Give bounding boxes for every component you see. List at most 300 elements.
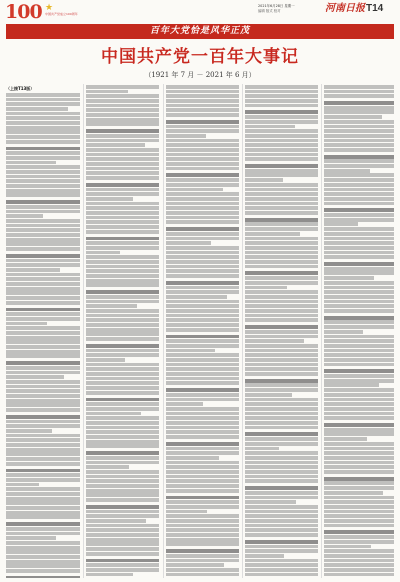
text-line xyxy=(324,437,367,441)
text-line xyxy=(324,169,370,173)
page-number: T14 xyxy=(366,3,384,14)
text-line xyxy=(86,192,159,196)
text-line xyxy=(245,143,318,147)
text-line xyxy=(86,171,159,175)
text-line xyxy=(6,98,80,102)
text-line xyxy=(324,545,371,549)
text-line xyxy=(166,447,239,451)
text-line xyxy=(86,143,145,147)
text-line xyxy=(324,535,394,539)
text-line xyxy=(6,228,80,232)
text-line xyxy=(166,514,239,518)
text-line xyxy=(86,337,159,341)
text-line xyxy=(6,254,80,258)
text-line xyxy=(324,349,394,353)
text-line xyxy=(245,125,295,129)
editor-line: 编辑 版式 校对 xyxy=(258,9,281,13)
text-line xyxy=(86,430,159,434)
text-line xyxy=(245,99,318,103)
text-line xyxy=(86,309,159,313)
article-body xyxy=(6,84,394,578)
text-line xyxy=(6,193,80,197)
text-line xyxy=(6,434,80,438)
text-line xyxy=(324,465,394,469)
text-line xyxy=(245,153,318,157)
text-line xyxy=(166,353,239,357)
text-line xyxy=(166,286,239,290)
text-line xyxy=(245,192,318,196)
text-line xyxy=(166,538,239,542)
text-column xyxy=(166,84,239,578)
text-line xyxy=(86,412,141,416)
text-line xyxy=(6,420,80,424)
text-line xyxy=(245,178,283,182)
text-line xyxy=(166,426,239,430)
text-line xyxy=(324,115,382,119)
text-line xyxy=(324,524,394,528)
text-line xyxy=(6,326,80,330)
text-line xyxy=(245,335,318,339)
text-line xyxy=(324,85,394,89)
text-line xyxy=(324,379,394,383)
text-line xyxy=(324,120,394,124)
text-line xyxy=(324,554,394,558)
text-line xyxy=(166,220,239,224)
text-line xyxy=(86,372,159,376)
text-line xyxy=(324,90,394,94)
text-line xyxy=(86,407,159,411)
masthead xyxy=(0,0,400,24)
text-line xyxy=(86,304,137,308)
text-line xyxy=(324,304,394,308)
text-line xyxy=(86,426,159,430)
text-line xyxy=(245,437,318,441)
text-line xyxy=(324,262,394,266)
text-line xyxy=(324,192,394,196)
text-line xyxy=(245,318,318,322)
text-line xyxy=(86,510,159,514)
text-line xyxy=(86,524,159,528)
text-column xyxy=(6,84,80,578)
text-line xyxy=(324,447,394,451)
text-line xyxy=(245,407,318,411)
text-line xyxy=(166,90,239,94)
text-line xyxy=(324,423,394,427)
text-line xyxy=(324,316,394,320)
text-line xyxy=(86,533,159,537)
text-line xyxy=(86,367,159,371)
text-line xyxy=(166,143,239,147)
text-line xyxy=(6,93,80,97)
text-line xyxy=(166,323,239,327)
text-line xyxy=(324,339,394,343)
text-line xyxy=(245,573,318,577)
banner-text: 百年大党恰是风华正茂 xyxy=(149,26,250,36)
text-line xyxy=(166,573,239,577)
text-line xyxy=(6,527,80,531)
text-line xyxy=(86,122,159,126)
text-line xyxy=(6,380,80,384)
text-line xyxy=(6,354,80,358)
text-line xyxy=(6,371,80,375)
text-line xyxy=(86,220,159,224)
text-line xyxy=(166,442,239,446)
text-line xyxy=(324,202,394,206)
text-line xyxy=(6,478,80,482)
text-line xyxy=(245,164,318,168)
text-line xyxy=(86,514,159,518)
text-line xyxy=(86,528,159,532)
text-line xyxy=(6,224,80,228)
text-line xyxy=(245,451,318,455)
text-line xyxy=(324,416,394,420)
text-line xyxy=(6,317,80,321)
text-line xyxy=(86,148,159,152)
text-line xyxy=(245,265,318,269)
text-line xyxy=(166,339,239,343)
text-line xyxy=(6,560,80,564)
text-line xyxy=(86,391,159,395)
text-line xyxy=(6,345,80,349)
text-line xyxy=(86,402,159,406)
text-line xyxy=(86,197,133,201)
text-line xyxy=(324,563,394,567)
text-line xyxy=(166,113,239,117)
text-line xyxy=(324,251,394,255)
text-line xyxy=(86,451,159,455)
text-line xyxy=(245,447,279,451)
text-line xyxy=(6,403,80,407)
text-line xyxy=(245,241,318,245)
text-line xyxy=(6,287,80,291)
date-line: 2021年6月28日 星期一 xyxy=(258,4,295,8)
text-line xyxy=(86,94,159,98)
text-line xyxy=(6,483,39,487)
text-line xyxy=(324,309,394,313)
text-line xyxy=(324,393,394,397)
text-line xyxy=(6,121,80,125)
text-line xyxy=(6,242,80,246)
text-line xyxy=(86,188,159,192)
text-line xyxy=(86,489,159,493)
text-line xyxy=(245,475,318,479)
text-line xyxy=(166,309,239,313)
text-line xyxy=(245,251,318,255)
text-line xyxy=(86,274,159,278)
text-line xyxy=(166,377,239,381)
text-line xyxy=(6,546,80,550)
text-line xyxy=(245,367,318,371)
text-line xyxy=(166,269,239,273)
text-line xyxy=(166,563,224,567)
text-line xyxy=(324,271,394,275)
text-line xyxy=(245,227,318,231)
text-line xyxy=(86,456,159,460)
text-line xyxy=(6,116,80,120)
text-line xyxy=(324,491,383,495)
text-line xyxy=(86,85,159,89)
text-line xyxy=(86,255,159,259)
text-line xyxy=(245,260,318,264)
text-line xyxy=(245,379,318,383)
text-line xyxy=(324,232,394,236)
text-line xyxy=(166,559,239,563)
text-line xyxy=(6,487,80,491)
text-line xyxy=(166,314,239,318)
text-line xyxy=(166,388,239,392)
text-line xyxy=(166,496,239,500)
text-line xyxy=(245,218,318,222)
text-line xyxy=(166,533,239,537)
text-line xyxy=(166,451,239,455)
text-line xyxy=(6,443,80,447)
text-line xyxy=(324,173,394,177)
text-line xyxy=(6,350,80,354)
text-line xyxy=(6,501,80,505)
text-line xyxy=(324,451,394,455)
text-line xyxy=(324,335,394,339)
text-line xyxy=(86,104,159,108)
text-line xyxy=(86,542,159,546)
text-line xyxy=(86,573,133,577)
text-line xyxy=(86,563,159,567)
text-line xyxy=(6,282,80,286)
text-line xyxy=(6,273,80,277)
text-line xyxy=(6,233,80,237)
text-line xyxy=(245,426,318,430)
text-line xyxy=(245,432,318,436)
text-line xyxy=(86,416,159,420)
text-line xyxy=(166,300,239,304)
text-line xyxy=(6,389,80,393)
text-line xyxy=(245,202,318,206)
text-line xyxy=(245,372,318,376)
text-line xyxy=(166,274,239,278)
text-line xyxy=(245,540,318,544)
text-line xyxy=(86,108,159,112)
text-line xyxy=(166,554,239,558)
text-line xyxy=(166,153,239,157)
text-line xyxy=(86,386,159,390)
text-line xyxy=(324,388,394,392)
text-line xyxy=(324,398,394,402)
text-line xyxy=(245,120,318,124)
text-line xyxy=(6,515,80,519)
text-line xyxy=(245,85,318,89)
text-line xyxy=(6,214,43,218)
text-line xyxy=(86,290,159,294)
article-title: 中国共产党一百年大事记 xyxy=(101,47,299,67)
text-line xyxy=(245,353,318,357)
text-line xyxy=(324,159,394,163)
text-line xyxy=(86,538,159,542)
text-line xyxy=(245,510,318,514)
text-line xyxy=(245,271,318,275)
text-line xyxy=(6,550,80,554)
text-line xyxy=(324,540,394,544)
text-line xyxy=(166,524,239,528)
text-line xyxy=(245,496,318,500)
text-line xyxy=(166,398,239,402)
text-line xyxy=(86,211,159,215)
text-line xyxy=(245,325,318,329)
text-line xyxy=(245,188,318,192)
text-line xyxy=(324,344,394,348)
text-line xyxy=(86,328,159,332)
text-line xyxy=(245,412,318,416)
text-line xyxy=(166,328,239,332)
text-line xyxy=(86,484,159,488)
text-line xyxy=(6,247,80,251)
text-line xyxy=(324,519,394,523)
centenary-logo xyxy=(5,2,101,22)
text-line xyxy=(245,129,318,133)
text-line xyxy=(324,246,394,250)
text-line xyxy=(324,286,394,290)
text-line xyxy=(245,524,318,528)
text-line xyxy=(166,157,239,161)
text-line xyxy=(86,139,159,143)
text-line xyxy=(166,484,239,488)
text-line xyxy=(6,165,80,169)
text-line xyxy=(166,510,207,514)
text-line xyxy=(166,416,239,420)
text-line xyxy=(324,300,394,304)
text-line xyxy=(166,206,239,210)
text-line xyxy=(6,268,60,272)
text-line xyxy=(6,126,80,130)
text-line xyxy=(6,473,80,477)
text-line xyxy=(166,402,203,406)
text-line xyxy=(6,511,80,515)
text-line xyxy=(245,314,318,318)
text-line xyxy=(86,230,159,234)
text-column xyxy=(324,84,394,578)
text-line xyxy=(86,206,159,210)
text-line xyxy=(245,330,318,334)
text-line xyxy=(324,222,358,226)
text-line xyxy=(166,542,239,546)
text-line xyxy=(245,491,318,495)
text-line xyxy=(324,208,394,212)
text-line xyxy=(166,211,239,215)
text-line xyxy=(6,175,80,179)
text-line xyxy=(6,555,80,559)
text-line xyxy=(166,358,239,362)
text-line xyxy=(86,398,159,402)
article-subtitle: （1921 年 7 月 － 2021 年 6 月） xyxy=(144,71,256,79)
text-line xyxy=(245,505,318,509)
text-column xyxy=(245,84,318,578)
text-line xyxy=(245,461,318,465)
text-line xyxy=(245,559,318,563)
text-line xyxy=(245,169,318,173)
text-line xyxy=(166,232,239,236)
text-line xyxy=(6,340,80,344)
text-line xyxy=(86,265,159,269)
text-line xyxy=(86,421,159,425)
text-line xyxy=(6,210,80,214)
text-line xyxy=(245,500,296,504)
text-line xyxy=(324,143,394,147)
text-line xyxy=(166,349,215,353)
text-line xyxy=(324,183,394,187)
text-line xyxy=(166,335,239,339)
text-line xyxy=(245,246,318,250)
text-line xyxy=(324,369,394,373)
text-line xyxy=(86,113,159,117)
text-line xyxy=(324,412,394,416)
text-line xyxy=(6,452,80,456)
text-line xyxy=(166,290,239,294)
text-line xyxy=(6,112,80,116)
text-line xyxy=(6,399,80,403)
text-line xyxy=(324,514,394,518)
text-line xyxy=(166,430,239,434)
text-line xyxy=(166,475,239,479)
text-line xyxy=(6,200,80,204)
text-line xyxy=(86,300,159,304)
text-line xyxy=(166,99,239,103)
text-line xyxy=(324,148,394,152)
text-line xyxy=(166,85,239,89)
text-line xyxy=(324,510,394,514)
text-line xyxy=(166,241,211,245)
text-line xyxy=(166,216,239,220)
text-line xyxy=(166,148,239,152)
text-line xyxy=(6,263,80,267)
text-line xyxy=(245,94,318,98)
text-line xyxy=(166,295,227,299)
text-line xyxy=(86,129,159,133)
text-line xyxy=(324,276,374,280)
text-line xyxy=(245,304,318,308)
text-line xyxy=(86,246,159,250)
text-line xyxy=(6,189,80,193)
continuation-label: （上接T13版） xyxy=(6,86,35,91)
text-line xyxy=(324,237,394,241)
text-line xyxy=(245,514,318,518)
text-line xyxy=(245,519,318,523)
text-line xyxy=(86,444,159,448)
text-line xyxy=(324,281,394,285)
text-line xyxy=(166,367,239,371)
masthead-info xyxy=(258,4,324,14)
text-line xyxy=(166,202,239,206)
text-line xyxy=(245,349,318,353)
text-line xyxy=(324,290,394,294)
text-line xyxy=(245,393,292,397)
text-line xyxy=(324,481,394,485)
text-line xyxy=(166,178,239,182)
text-line xyxy=(324,353,394,357)
text-line xyxy=(166,435,239,439)
text-line xyxy=(86,314,159,318)
logo-number: 100 xyxy=(5,1,42,23)
text-line xyxy=(86,377,159,381)
text-line xyxy=(86,241,159,245)
text-line xyxy=(166,479,239,483)
text-line xyxy=(6,277,80,281)
text-line xyxy=(86,90,128,94)
text-line xyxy=(324,500,394,504)
text-line xyxy=(166,120,239,124)
text-line xyxy=(324,125,394,129)
text-line xyxy=(166,281,239,285)
text-line xyxy=(86,216,159,220)
text-line xyxy=(245,157,318,161)
text-line xyxy=(6,161,56,165)
